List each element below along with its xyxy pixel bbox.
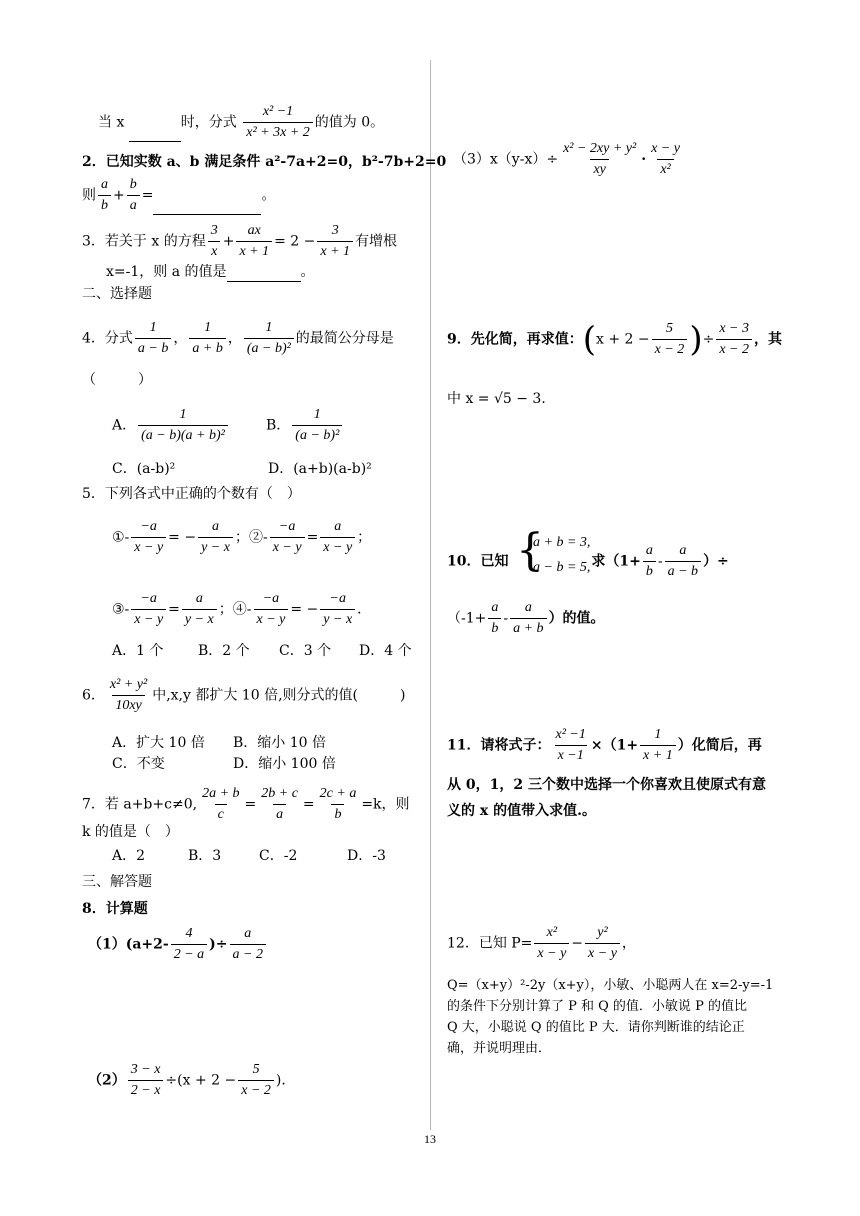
q6-fraction: $\frac{\text{x² + y²}}{10xy}$ <box>109 677 148 713</box>
question-3-line-1: 3．若关于 x 的方程 $\frac{3}{x}$ + $\frac{ax}{x + 1}$ = 2 − $\frac{3}{x + 1}$ 有增根 <box>82 223 398 259</box>
question-9-line-2: 中 x = √5 − 3． <box>447 391 556 407</box>
q3-fraction-2: $\frac{ax}{x + 1}$ <box>236 222 272 261</box>
q1-end-text: 的值为 0。 <box>314 114 385 131</box>
q6-option-b: B．缩小 10 倍 <box>233 735 327 751</box>
question-7: 7．若 a+b+c≠0, $\frac{2a + b}{c}$ = $\frac{2b + c}{a}$ = $\frac{2c + a}{b}$ =k，则 <box>82 786 410 822</box>
question-7-line-2: k 的值是（ ） <box>82 824 179 840</box>
q6-option-a: A．扩大 10 倍 <box>112 735 205 751</box>
page-number: 13 <box>424 1132 436 1146</box>
q4-option-c: C．(a-b)² <box>112 461 176 477</box>
q1-start-text: 当 x <box>98 114 129 131</box>
question-12-line-3: 的条件下分别计算了 P 和 Q 的值．小敏说 P 的值比 <box>447 999 747 1014</box>
question-10-line-2: （-1+ $\frac{a}{b}$ - $\frac{a}{a + b}$ ）的值。 <box>447 600 605 636</box>
q7-option-c: C．-2 <box>259 848 298 864</box>
q7-option-b: B．3 <box>188 848 222 864</box>
question-11-line-2: 从 0，1，2 三个数中选择一个你喜欢且使原式有意 <box>447 777 766 793</box>
q4-fraction-3: $\frac{1}{\text{(a − b)²}}$ <box>244 319 294 358</box>
q3-fraction-3: $\frac{3}{x + 1}$ <box>317 222 353 261</box>
q5-option-a: A．1 个 <box>112 643 164 659</box>
question-12-line-4: Q 大，小聪说 Q 的值比 P 大．请你判断谁的结论正 <box>447 1020 745 1035</box>
q5-option-c: C．3 个 <box>279 643 332 659</box>
q4-option-a: A． $\frac{1}{\text{(a − b)(a + b)²}}$ <box>112 406 230 445</box>
q10-brace: { <box>516 525 544 576</box>
question-12-line-5: 确，并说明理由． <box>447 1041 552 1056</box>
q8-part-2: （2） $\frac{3 - x}{2 - x}$ ÷(x + 2 − $\frac{5}{x - 2}$ )． <box>88 1062 296 1098</box>
question-12-line-1: 12．已知 P= $\frac{\text{x²}}{x - y}$ − $\frac{\text{y²}}{x - y}$ ， <box>447 925 636 961</box>
q5-option-b: B．2 个 <box>198 643 250 659</box>
q10-equation-1: a + b = 3, <box>533 535 591 550</box>
q3-answer-blank <box>227 281 301 282</box>
q1-answer-blank <box>129 141 181 142</box>
q4-answer-paren: （ ） <box>82 372 152 388</box>
q2-fraction-b-a: $\frac{b}{a}$ <box>127 176 140 215</box>
q5-row-1: ①- $\frac{-a}{x - y}$ = − $\frac{a}{y - x}$ ；②- $\frac{-a}{x - y}$ = $\frac{a}{x - y}$ ； <box>112 519 372 555</box>
q6-option-d: D．缩小 100 倍 <box>233 756 336 772</box>
section-2-heading: 二、选择题 <box>82 286 152 302</box>
q5-row-2: ③- $\frac{-a}{x - y}$ = $\frac{a}{y - x}$ ；④- $\frac{-a}{x - y}$ = − $\frac{-a}{y - x}$ ． <box>112 591 372 627</box>
question-8-heading: 8．计算题 <box>82 901 148 917</box>
q5-option-d: D．4 个 <box>359 643 412 659</box>
question-2-line-1: 2．已知实数 a、b 满足条件 a²-7a+2=0，b²-7b+2=0 <box>82 154 447 170</box>
section-3-heading: 三、解答题 <box>82 874 152 890</box>
q4-fraction-1: $\frac{1}{a - b}$ <box>135 319 171 358</box>
q2-answer-blank <box>153 214 261 215</box>
question-5: 5．下列各式中正确的个数有（ ） <box>82 486 301 502</box>
question-1 <box>98 103 384 142</box>
q4-option-d: D．(a+b)(a-b)² <box>268 461 372 477</box>
q8-part-3: （3）x（y-x）÷ $\frac{\text{x² − 2xy + y²}}{xy}$ · $\frac{x - y}{\text{x²}}$ <box>453 141 680 177</box>
question-6: 6． $\frac{\text{x² + y²}}{10xy}$ 中,x,y 都扩大 10 倍,则分式的值( ) <box>82 677 406 713</box>
q6-option-c: C．不变 <box>112 756 165 772</box>
q1-mid-text: 时，分式 <box>180 114 237 131</box>
q8-part-1: （1）(a+2- $\frac{4}{2 - a}$ )÷ $\frac{a}{a - 2}$ <box>88 925 268 964</box>
question-9: 9．先化简，再求值：(x + 2 − $\frac{5}{x - 2}$ )÷ $\frac{x - 3}{x - 2}$ ，其 <box>447 319 782 360</box>
question-4: 4．分式 $\frac{1}{a - b}$ ， $\frac{1}{a + b}$ ， $\frac{1}{\text{(a − b)²}}$ 的最简公分母是 <box>82 320 394 356</box>
question-12-line-2: Q=（x+y）²-2y（x+y），小敏、小聪两人在 x=2-y=-1 <box>447 978 774 993</box>
column-divider <box>430 60 431 1130</box>
question-11-line-3: 义的 x 的值带入求值.。 <box>447 803 596 819</box>
question-2-line-2: 则 $\frac{a}{b}$ + $\frac{b}{a}$ = 。 <box>82 177 276 213</box>
question-3-line-2: x=-1，则 a 的值是 。 <box>106 264 315 280</box>
q2-fraction-a-b: $\frac{a}{b}$ <box>98 176 111 215</box>
q7-option-a: A．2 <box>112 848 146 864</box>
question-10-line-1: 10．已知 求（1+ $\frac{a}{b}$ - $\frac{a}{a - b}$ ）÷ <box>447 543 729 579</box>
q4-fraction-2: $\frac{1}{a + b}$ <box>189 319 225 358</box>
q1-fraction: $\frac{\text{x² −1}}{\text{x² + 3x + 2}}$ <box>243 103 313 142</box>
question-11-line-1: 11．请将式子： $\frac{\text{x² −1}}{x -1}$ ×（1+ $\frac{1}{x + 1}$ ）化简后，再 <box>447 727 762 763</box>
q10-equation-2: a − b = 5, <box>533 560 591 575</box>
q7-option-d: D．-3 <box>347 848 386 864</box>
q4-option-b: B． $\frac{1}{\text{(a − b)²}}$ <box>266 406 344 445</box>
q3-fraction-1: $\frac{3}{x}$ <box>208 222 221 261</box>
